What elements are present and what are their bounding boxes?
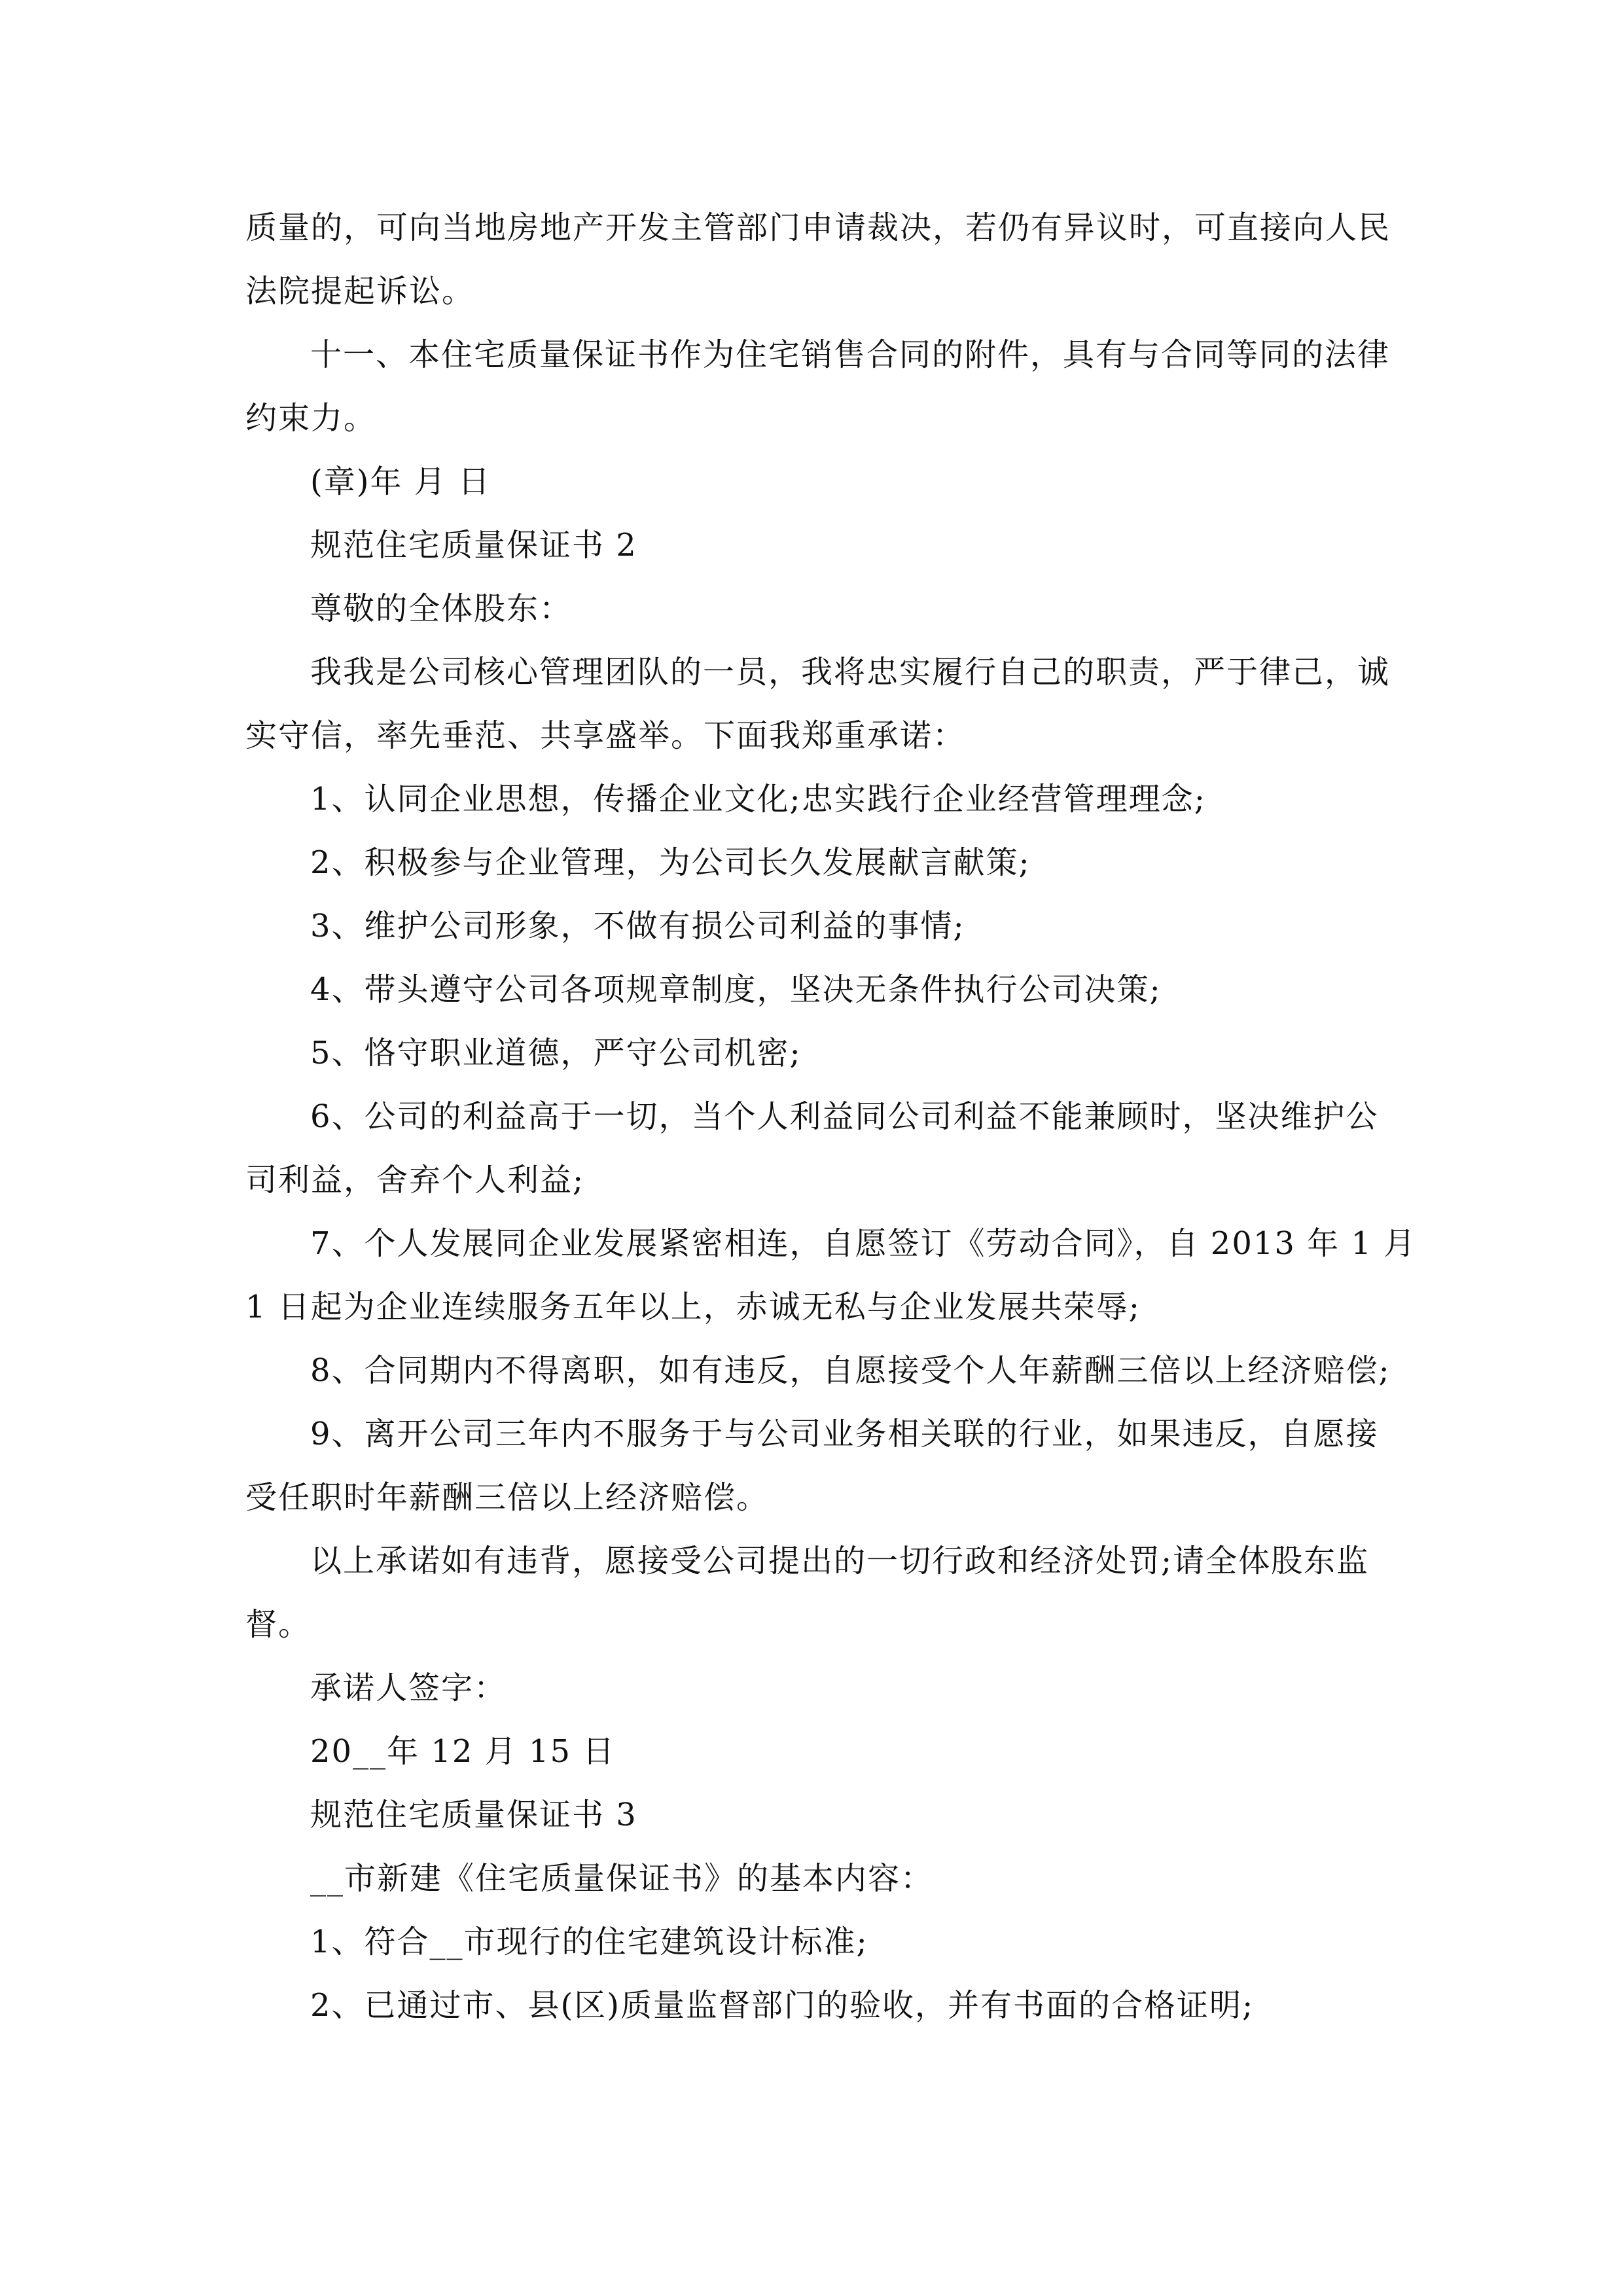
paragraph-line: 以上承诺如有违背，愿接受公司提出的一切行政和经济处罚;请全体股东监 [310,1543,1370,1579]
paragraph [245,1022,1381,1085]
paragraph-line: 实守信，率先垂范、共享盛举。下面我郑重承诺： [245,717,966,754]
paragraph-line: 规范住宅质量保证书 2 [310,527,637,564]
paragraph-line: 2、已通过市、县(区)质量监督部门的验收，并有书面的合格证明; [310,1987,1255,2024]
paragraph [245,323,1391,450]
paragraph-line: 约束力。 [245,400,377,437]
paragraph-line: 规范住宅质量保证书 3 [310,1797,637,1833]
paragraph [245,1212,1417,1339]
paragraph-line: 督。 [245,1606,312,1643]
paragraph [245,450,1381,514]
paragraph [245,641,1391,768]
paragraph [245,1339,1391,1403]
paragraph-line: 我我是公司核心管理团队的一员，我将忠实履行自己的职责，严于律己，诚 [310,654,1391,691]
paragraph-line: 8、合同期内不得离职，如有违反，自愿接受个人年薪酬三倍以上经济赔偿; [310,1352,1391,1389]
paragraph-line: 3、维护公司形象，不做有损公司利益的事情; [310,908,965,944]
paragraph-line: __市新建《住宅质量保证书》的基本内容： [310,1860,934,1897]
paragraph [245,1847,1381,1910]
paragraph-line: 2、积极参与企业管理，为公司长久发展献言献策; [310,844,1031,881]
paragraph [245,1784,1381,1847]
paragraph [245,1657,1381,1720]
paragraph-line: 法院提起诉讼。 [245,273,475,310]
paragraph-line: 尊敬的全体股东： [310,590,573,627]
document-body [245,196,1417,2037]
paragraph-line: 十一、本住宅质量保证书作为住宅销售合同的附件，具有与合同等同的法律 [310,336,1391,373]
paragraph [245,1910,1381,1974]
paragraph [245,895,1381,958]
paragraph-line: 质量的，可向当地房地产开发主管部门申请裁决，若仍有异议时，可直接向人民 [245,209,1391,246]
paragraph-line: 1、符合__市现行的住宅建筑设计标准; [310,1924,868,1960]
paragraph [245,196,1391,323]
paragraph-line: 7、个人发展同企业发展紧密相连，自愿签订《劳动合同》，自 2013 年 1 月 [310,1225,1417,1262]
paragraph-line: 5、恪守职业道德，严守公司机密; [310,1035,802,1071]
paragraph-line: 6、公司的利益高于一切，当个人利益同公司利益不能兼顾时，坚决维护公 [310,1098,1379,1135]
paragraph-line: 1、认同企业思想，传播企业文化;忠实践行企业经营管理理念; [310,781,1206,817]
paragraph-line: 9、离开公司三年内不服务于与公司业务相关联的行业，如果违反，自愿接 [310,1416,1379,1452]
paragraph-line: 1 日起为企业连续服务五年以上，赤诚无私与企业发展共荣辱; [245,1289,1141,1325]
paragraph [245,1530,1381,1657]
paragraph [245,1403,1381,1530]
paragraph [245,831,1381,895]
paragraph-line: 承诺人签字： [310,1670,507,1706]
paragraph [245,577,1381,641]
paragraph-line: 4、带头遵守公司各项规章制度，坚决无条件执行公司决策; [310,971,1162,1008]
paragraph-line: 受任职时年薪酬三倍以上经济赔偿。 [245,1479,770,1516]
paragraph-line: 司利益，舍弃个人利益; [245,1162,585,1198]
paragraph [245,1720,1381,1784]
paragraph [245,1085,1381,1212]
paragraph-line: (章)年 月 日 [310,463,491,500]
paragraph [245,514,1381,577]
paragraph [245,1974,1381,2037]
paragraph [245,958,1381,1022]
paragraph [245,768,1381,831]
paragraph-line: 20__年 12 月 15 日 [310,1733,616,1770]
